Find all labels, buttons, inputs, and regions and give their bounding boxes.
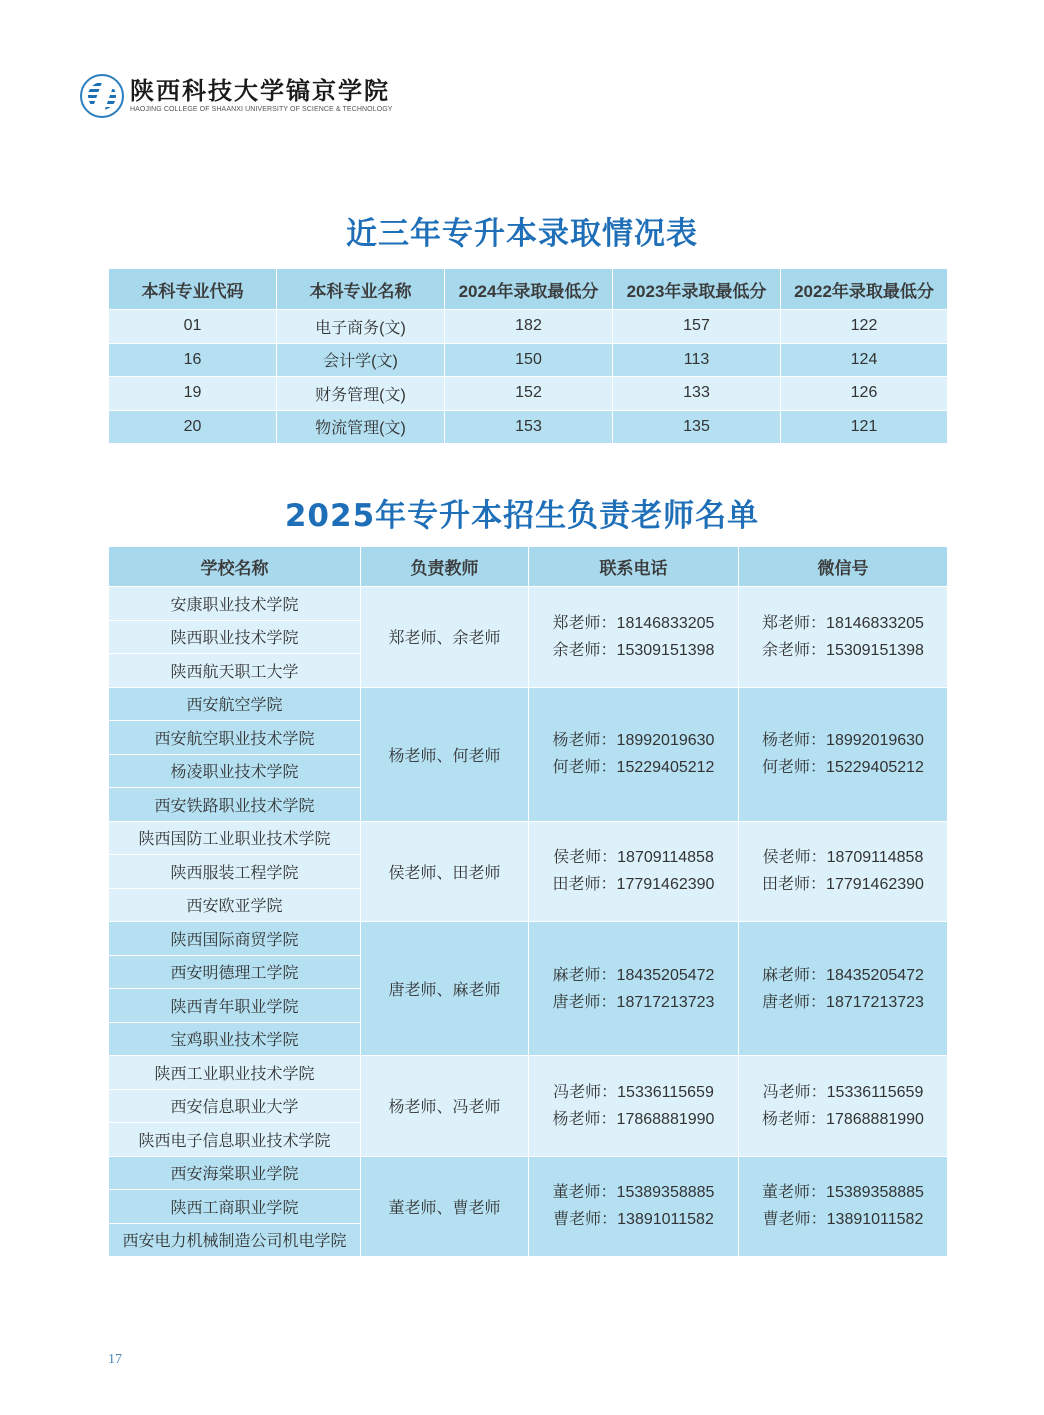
phone-number: 田老师：17791462390 xyxy=(552,876,715,894)
responsible-teachers: 唐老师、麻老师 xyxy=(361,922,529,1056)
school-name: 陕西电子信息职业技术学院 xyxy=(109,1123,361,1157)
score-2023: 157 xyxy=(613,310,781,344)
college-name-en: HAOJING COLLEGE OF SHAANXI UNIVERSITY OF SCIENCE & TECHNOLOGY xyxy=(130,106,393,113)
responsible-teachers: 杨老师、冯老师 xyxy=(361,1056,529,1157)
school-name: 西安航空职业技术学院 xyxy=(109,721,361,755)
phone-cell xyxy=(529,687,739,821)
major-code: 01 xyxy=(109,310,277,344)
score-2022: 126 xyxy=(781,377,948,411)
college-name xyxy=(130,77,393,115)
wechat-cell xyxy=(739,1056,948,1157)
header-score-2022: 2022年录取最低分 xyxy=(781,269,948,310)
header-major-name: 本科专业名称 xyxy=(277,269,445,310)
table-row xyxy=(109,922,948,956)
header xyxy=(80,74,393,118)
school-name: 陕西服装工程学院 xyxy=(109,855,361,889)
responsible-teachers: 董老师、曹老师 xyxy=(361,1156,529,1257)
wechat-cell xyxy=(739,821,948,922)
school-name: 宝鸡职业技术学院 xyxy=(109,1022,361,1056)
phone-number: 董老师：15389358885 xyxy=(552,1184,715,1202)
school-name: 陕西国际商贸学院 xyxy=(109,922,361,956)
phone-number: 杨老师：17868881990 xyxy=(552,1110,715,1128)
teachers-table-title: 2025年专升本招生负责老师名单 xyxy=(284,498,760,534)
page-number: 17 xyxy=(108,1352,122,1367)
responsible-teachers: 杨老师、何老师 xyxy=(361,687,529,821)
major-name: 电子商务(文) xyxy=(277,310,445,344)
phone-cell xyxy=(529,922,739,1056)
table-row xyxy=(109,587,948,621)
major-name: 财务管理(文) xyxy=(277,377,445,411)
school-name: 陕西青年职业学院 xyxy=(109,989,361,1023)
phone-number: 郑老师：18146833205 xyxy=(552,614,715,632)
score-2022: 121 xyxy=(781,410,948,444)
teachers-contact-table xyxy=(108,546,948,1257)
school-name: 陕西国防工业职业技术学院 xyxy=(109,821,361,855)
wechat-id: 冯老师：15336115659 xyxy=(762,1083,924,1101)
table-row xyxy=(109,310,948,344)
phone-cell xyxy=(529,587,739,688)
phone-number: 余老师：15309151398 xyxy=(552,641,715,659)
header-phone: 联系电话 xyxy=(529,547,739,587)
wechat-id: 曹老师：13891011582 xyxy=(762,1211,924,1229)
score-2022: 124 xyxy=(781,343,948,377)
score-2024: 153 xyxy=(445,410,613,444)
table-row xyxy=(109,1056,948,1090)
phone-number: 麻老师：18435205472 xyxy=(552,966,715,984)
score-2024: 150 xyxy=(445,343,613,377)
phone-number: 曹老师：13891011582 xyxy=(553,1211,714,1229)
phone-number: 杨老师：18992019630 xyxy=(552,732,715,749)
phone-cell xyxy=(529,1056,739,1157)
school-name: 西安海棠职业学院 xyxy=(109,1156,361,1190)
major-code: 20 xyxy=(109,410,277,444)
wechat-cell xyxy=(739,587,948,688)
wechat-id: 杨老师：17868881990 xyxy=(762,1110,924,1128)
table-row xyxy=(109,343,948,377)
college-name-cn: 陕西科技大学镐京学院 xyxy=(130,76,390,105)
school-name: 西安明德理工学院 xyxy=(109,955,361,989)
school-name: 陕西职业技术学院 xyxy=(109,620,361,654)
phone-cell xyxy=(529,821,739,922)
wechat-cell xyxy=(739,1156,948,1257)
header-major-code: 本科专业代码 xyxy=(109,269,277,310)
school-name: 陕西工业职业技术学院 xyxy=(109,1056,361,1090)
table-row xyxy=(109,687,948,721)
table-row xyxy=(109,410,948,444)
score-2023: 135 xyxy=(613,410,781,444)
table-row xyxy=(109,821,948,855)
major-code: 16 xyxy=(109,343,277,377)
table-header-row xyxy=(109,547,948,587)
score-2023: 133 xyxy=(613,377,781,411)
phone-number: 唐老师：18717213723 xyxy=(552,993,715,1011)
phone-number: 侯老师：18709114858 xyxy=(553,849,714,867)
wechat-id: 麻老师：18435205472 xyxy=(762,966,924,984)
header-score-2024: 2024年录取最低分 xyxy=(445,269,613,310)
wechat-id: 杨老师：18992019630 xyxy=(762,732,924,749)
wechat-id: 何老师：15229405212 xyxy=(762,759,924,776)
score-2022: 122 xyxy=(781,310,948,344)
wechat-id: 唐老师：18717213723 xyxy=(762,993,924,1011)
score-2024: 152 xyxy=(445,377,613,411)
header-school-name: 学校名称 xyxy=(109,547,361,587)
table-row xyxy=(109,377,948,411)
wechat-id: 董老师：15389358885 xyxy=(762,1184,924,1202)
header-wechat: 微信号 xyxy=(739,547,948,587)
phone-cell xyxy=(529,1156,739,1257)
admission-table-title: 近三年专升本录取情况表 xyxy=(346,216,698,252)
college-logo-icon xyxy=(80,74,124,118)
wechat-cell xyxy=(739,922,948,1056)
school-name: 西安欧亚学院 xyxy=(109,888,361,922)
school-name: 陕西航天职工大学 xyxy=(109,654,361,688)
school-name: 西安电力机械制造公司机电学院 xyxy=(109,1223,361,1257)
school-name: 西安铁路职业技术学院 xyxy=(109,788,361,822)
wechat-id: 田老师：17791462390 xyxy=(762,876,924,894)
wechat-cell xyxy=(739,687,948,821)
school-name: 西安航空学院 xyxy=(109,687,361,721)
phone-number: 冯老师：15336115659 xyxy=(553,1083,714,1101)
wechat-id: 余老师：15309151398 xyxy=(762,641,924,659)
header-teachers: 负责教师 xyxy=(361,547,529,587)
table-header-row xyxy=(109,269,948,310)
major-code: 19 xyxy=(109,377,277,411)
score-2024: 182 xyxy=(445,310,613,344)
wechat-id: 郑老师：18146833205 xyxy=(762,614,924,632)
phone-number: 何老师：15229405212 xyxy=(552,759,715,776)
major-name: 会计学(文) xyxy=(277,343,445,377)
responsible-teachers: 郑老师、余老师 xyxy=(361,587,529,688)
table-row xyxy=(109,1156,948,1190)
header-score-2023: 2023年录取最低分 xyxy=(613,269,781,310)
score-2023: 113 xyxy=(613,343,781,377)
wechat-id: 侯老师：18709114858 xyxy=(762,849,924,867)
responsible-teachers: 侯老师、田老师 xyxy=(361,821,529,922)
admission-scores-table xyxy=(108,268,948,444)
school-name: 西安信息职业大学 xyxy=(109,1089,361,1123)
school-name: 杨凌职业技术学院 xyxy=(109,754,361,788)
major-name: 物流管理(文) xyxy=(277,410,445,444)
school-name: 安康职业技术学院 xyxy=(109,587,361,621)
school-name: 陕西工商职业学院 xyxy=(109,1190,361,1224)
